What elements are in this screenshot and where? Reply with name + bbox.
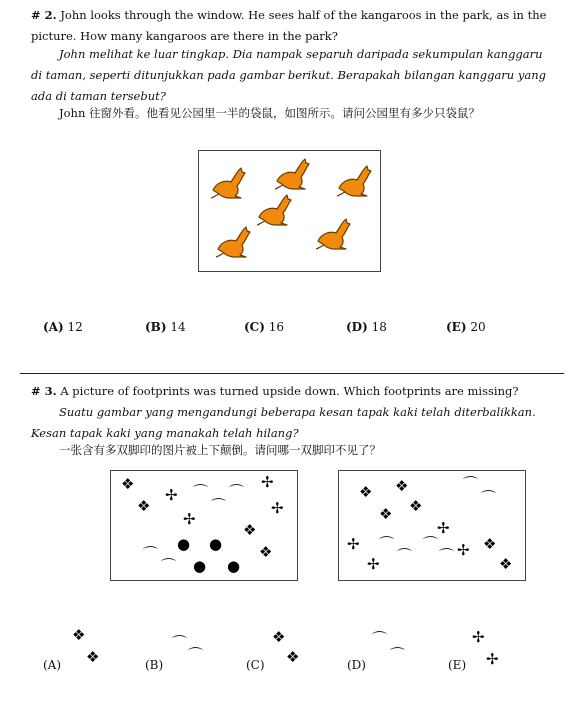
q2-option-d[interactable] [346,320,387,334]
kangaroo-1 [211,168,245,198]
paw-print-icon: ❖ [409,497,423,515]
shoe-print-icon: ⌒ [439,547,455,565]
q3-option-a-label: (A) [43,658,62,672]
bird-track-icon: ✢ [271,499,284,517]
paw-print-icon: ❖ [272,628,286,646]
q2-malay: John melihat ke luar tingkap. Dia nampak separuh daripada sekumpulan kanggaru di taman, seperti ditunjukkan pada gambar berikut. Berapakah bilangan kanggaru yang ada di taman tersebut? [31,47,546,103]
footprint-icon: ● [209,535,223,553]
shoe-print-icon: ⌒ [423,535,439,553]
bird-track-icon: ✢ [183,510,196,528]
paw-print-icon: ❖ [483,535,497,553]
q2-option-c-label: (C) [244,320,265,334]
q2-option-b[interactable] [145,320,186,334]
q2-option-b-value: 14 [170,320,186,334]
paw-print-icon: ❖ [121,475,135,493]
q3-chinese: 一张含有多双脚印的图片被上下颠倒。请问哪一双脚印不见了？ [59,443,381,457]
paw-print-icon: ❖ [499,555,513,573]
footprint-icon: ● [193,557,207,575]
shoe-print-icon: ⌒ [229,483,245,501]
paw-print-icon: ❖ [259,543,273,561]
bird-track-icon: ✢ [457,541,470,559]
q2-option-e-label: (E) [446,320,467,334]
q2-option-d-value: 18 [371,320,387,334]
bird-track-icon: ✢ [472,628,485,646]
footprint-icon: ● [227,557,241,575]
q2-option-d-label: (D) [346,320,368,334]
q2-english [31,5,556,47]
q2-option-e-value: 20 [470,320,486,334]
shoe-print-icon: ⌒ [463,475,479,493]
q3-english-text: A picture of footprints was turned upside down. Which footprints are missing? [60,384,519,398]
paw-print-icon: ❖ [379,505,393,523]
kangaroo-6 [316,219,350,249]
kangaroo-2 [275,159,309,189]
bird-track-icon: ✢ [437,519,450,537]
kangaroo-5 [216,227,250,257]
shoe-print-icon: ⌒ [193,483,209,501]
q3-option-b-label: (B) [145,658,164,672]
q3-number: # 3. [31,384,57,398]
shoe-print-icon: ⌒ [390,646,406,664]
q2-option-c-value: 16 [268,320,285,334]
shoe-print-icon: ⌒ [397,547,413,565]
paw-print-icon: ❖ [72,626,86,644]
paw-print-icon: ❖ [359,483,373,501]
bird-track-icon: ✢ [261,473,274,491]
shoe-print-icon: ⌒ [211,497,227,515]
kangaroo-svg [199,151,380,271]
bird-track-icon: ✢ [165,486,178,504]
shoe-print-icon: ⌒ [372,630,388,648]
q3-english [31,381,556,402]
shoe-print-icon: ⌒ [188,646,204,664]
bird-track-icon: ✢ [347,535,360,553]
kangaroo-4 [257,195,291,225]
q2-option-a[interactable] [43,320,83,334]
shoe-print-icon: ⌒ [481,489,497,507]
q2-option-a-label: (A) [43,320,64,334]
q3-option-c-label: (C) [246,658,265,672]
paw-print-icon: ❖ [243,521,257,539]
q3-option-e-label: (E) [448,658,467,672]
kangaroo-3 [337,166,371,196]
shoe-print-icon: ⌒ [379,535,395,553]
paw-print-icon: ❖ [395,477,409,495]
paw-print-icon: ❖ [86,648,100,666]
q3-option-d-label: (D) [347,658,366,672]
q2-option-b-label: (B) [145,320,167,334]
bird-track-icon: ✢ [486,650,499,668]
bird-track-icon: ✢ [367,555,380,573]
section-divider [20,373,564,374]
shoe-print-icon: ⌒ [161,557,177,575]
q2-option-e[interactable] [446,320,486,334]
q2-chinese: John 往窗外看。他看见公园里一半的袋鼠，如图所示。请问公园里有多少只袋鼠？ [59,106,480,120]
footprints-picture-left [110,470,298,581]
footprint-icon: ● [177,535,191,553]
q3-malay: Suatu gambar yang mengandungi beberapa kesan tapak kaki telah diterbalikkan. Kesan tapak kaki yang manakah telah hilang? [31,405,536,440]
shoe-print-icon: ⌒ [143,545,159,563]
q2-option-a-value: 12 [67,320,83,334]
q2-option-c[interactable] [244,320,284,334]
paw-print-icon: ❖ [286,648,300,666]
q2-english-text: John looks through the window. He sees half of the kangaroos in the park, as in the picture. How many kangaroos are there in the park? [31,8,547,43]
q2-number: # 2. [31,8,57,22]
footprints-picture-right [338,470,526,581]
shoe-print-icon: ⌒ [172,634,188,652]
kangaroo-picture [198,150,381,272]
paw-print-icon: ❖ [137,497,151,515]
